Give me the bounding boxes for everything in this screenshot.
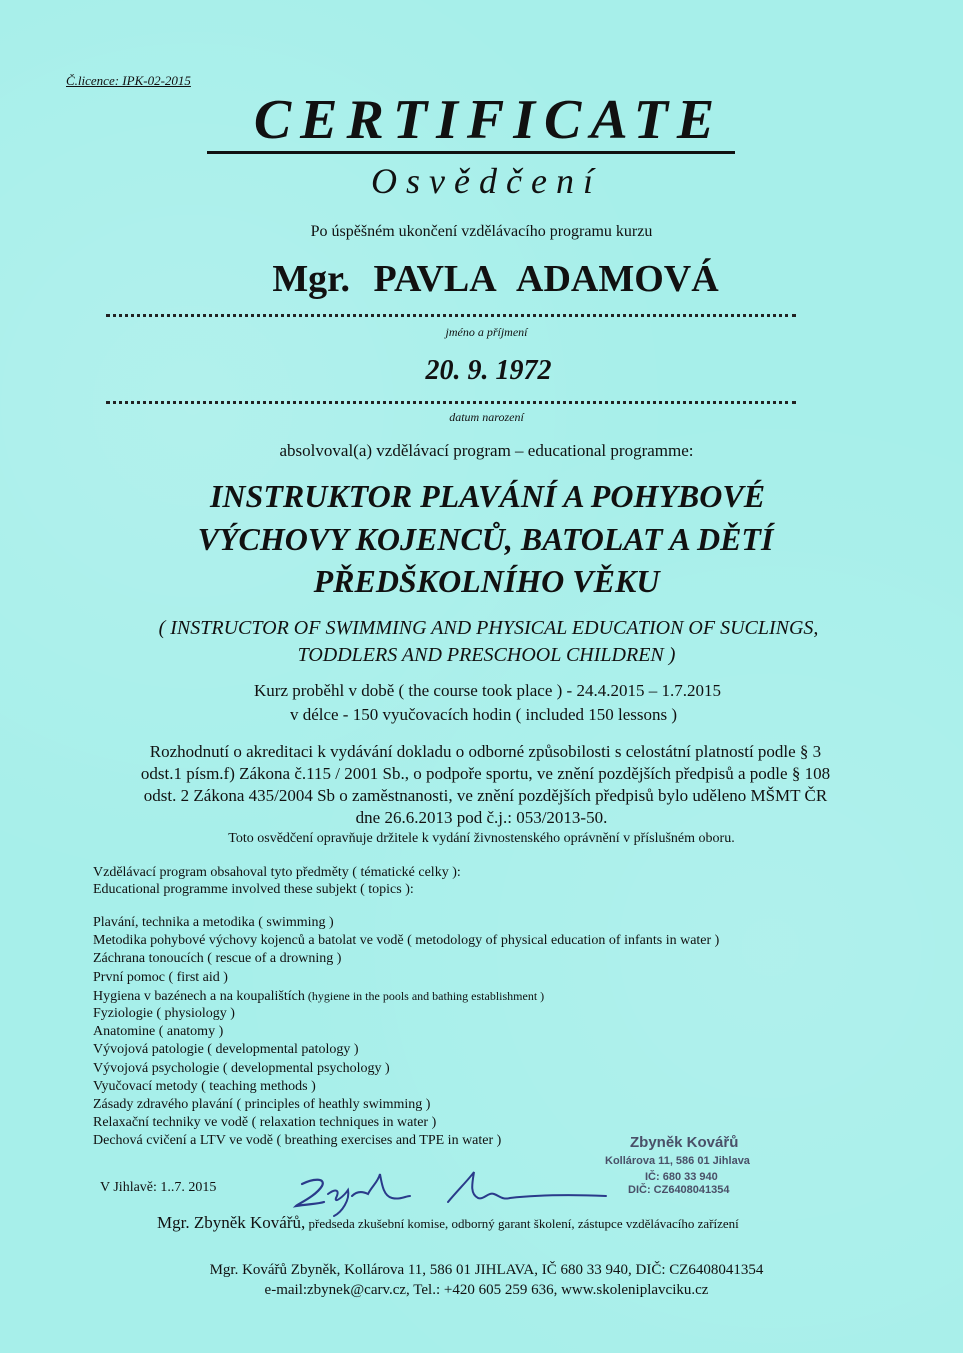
subject-item: Vývojová psychologie ( developmental psychology ) — [93, 1060, 390, 1076]
subject-item: Relaxační techniky ve vodě ( relaxation techniques in water ) — [93, 1115, 437, 1131]
accreditation-line: odst. 2 Zákona 435/2004 Sb o zaměstnanosti, ve znění pozdějších předpisů bylo uděleno MŠMT ČR — [143, 786, 828, 805]
accreditation-line: Rozhodnutí o akreditaci k vydávání dokladu o odborné způsobilosti s celostátní platností podle § 3 — [149, 742, 822, 761]
subject-item-note: (hygiene in the pools and bathing establishment ) — [304, 988, 545, 1003]
subject-item-text: Hygiena v bazénech a na koupalištích — [93, 988, 305, 1004]
programme-title-line: INSTRUKTOR PLAVÁNÍ A POHYBOVÉ — [209, 478, 766, 514]
footer-address: Mgr. Kovářů Zbyněk, Kollárova 11, 586 01 JIHLAVA, IČ 680 33 940, DIČ: CZ6408041354 — [209, 1262, 764, 1278]
programme-english-line: ( INSTRUCTOR OF SWIMMING AND PHYSICAL EDUCATION OF SUCLINGS, — [158, 617, 819, 639]
subjects-intro-cz: Vzdělávací program obsahoval tyto předměty ( tématické celky ): — [93, 865, 461, 880]
programme-title-line: VÝCHOVY KOJENCŮ, BATOLAT A DĚTÍ — [197, 521, 774, 557]
subject-item — [93, 987, 719, 1005]
subject-item: Metodika pohybové výchovy kojenců a batolat ve vodě ( metodology of physical education of infants in water ) — [93, 933, 720, 949]
name-dotted-line — [106, 314, 796, 317]
accreditation-line: dne 26.6.2013 pod č.j.: 053/2013-50. — [355, 808, 608, 827]
subject-item: Plavání, technika a metodika ( swimming ) — [93, 915, 334, 930]
subject-item: První pomoc ( first aid ) — [93, 969, 228, 985]
licence-number: Č.licence: IPK-02-2015 — [66, 73, 191, 88]
holder-name: Mgr. PAVLA ADAMOVÁ — [272, 258, 719, 300]
authorization-note: Toto osvědčení opravňuje držitele k vydání živnostenského oprávnění v příslušném oboru. — [228, 831, 735, 846]
stamp-address: Kollárova 11, 586 01 Jihlava — [605, 1155, 750, 1167]
stamp-ic: IČ: 680 33 940 — [645, 1171, 718, 1183]
course-dates: Kurz proběhl v době ( the course took place ) - 24.4.2015 – 1.7.2015 — [254, 681, 721, 700]
intro-text: Po úspěšném ukončení vzdělávacího programu kurzu — [310, 223, 653, 240]
birth-date: 20. 9. 1972 — [425, 355, 552, 386]
accreditation-line: odst.1 písm.f) Zákona č.115 / 2001 Sb., o podpoře sportu, ve znění pozdějších předpisů a podle § 108 — [140, 764, 831, 783]
birth-caption: datum narození — [449, 410, 524, 424]
certificate-subtitle: Osvědčení — [371, 161, 602, 201]
subject-item: Vyučovací metody ( teaching methods ) — [93, 1078, 316, 1094]
subject-item: Dechová cvičení a LTV ve vodě ( breathing exercises and TPE in water ) — [93, 1133, 502, 1149]
completed-label: absolvoval(a) vzdělávací program – educational programme: — [279, 441, 694, 460]
name-caption: jméno a příjmení — [445, 325, 528, 339]
course-length: v délce - 150 vyučovacích hodin ( included 150 lessons ) — [289, 705, 678, 724]
place-and-date: V Jihlavě: 1..7. 2015 — [100, 1180, 217, 1195]
signer-name: Mgr. Zbyněk Kovářů, — [157, 1213, 306, 1232]
subjects-list — [93, 914, 719, 1150]
birth-dotted-line — [106, 401, 796, 404]
footer-contact: e-mail:zbynek@carv.cz, Tel.: +420 605 259 636, www.skoleniplavciku.cz — [264, 1282, 709, 1298]
stamp-dic: DIČ: CZ6408041354 — [628, 1184, 730, 1196]
subject-item: Anatomine ( anatomy ) — [93, 1024, 224, 1040]
handwritten-signature — [288, 1160, 608, 1220]
subject-item: Vývojová patologie ( developmental patology ) — [93, 1042, 359, 1058]
subject-item: Zásady zdravého plavání ( principles of heathly swimming ) — [93, 1096, 431, 1112]
subjects-intro-en: Educational programme involved these subjekt ( topics ): — [93, 882, 414, 897]
subject-item: Záchrana tonoucích ( rescue of a drowning ) — [93, 951, 342, 967]
certificate-title: CERTIFICATE — [253, 89, 724, 151]
subject-item: Fyziologie ( physiology ) — [93, 1005, 235, 1021]
stamp-name: Zbyněk Kovářů — [630, 1134, 739, 1151]
programme-english-line: TODDLERS AND PRESCHOOL CHILDREN ) — [297, 644, 676, 666]
programme-title-line: PŘEDŠKOLNÍHO VĚKU — [313, 563, 660, 599]
signer-role: předseda zkušební komise, odborný garant školení, zástupce vzdělávacího zařízení — [305, 1216, 739, 1231]
signer-line — [157, 1213, 739, 1233]
title-underline — [207, 151, 735, 154]
